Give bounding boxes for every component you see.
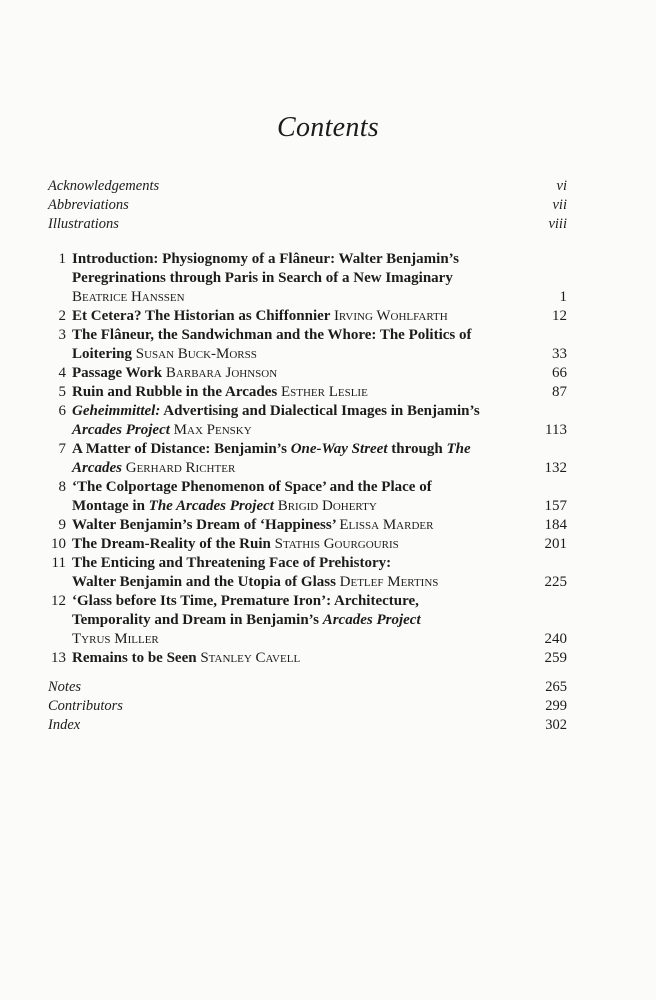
chapter-line <box>72 554 527 573</box>
chapter-entry[interactable] <box>48 478 567 516</box>
chapter-title-text: The Arcades Project <box>148 498 274 514</box>
chapter-author: Stanley Cavell <box>200 650 301 666</box>
chapter-number: 8 <box>58 479 66 495</box>
page-number: 240 <box>544 631 567 647</box>
page-number: vi <box>556 178 567 194</box>
chapter-line <box>72 649 527 668</box>
chapter-line <box>72 592 527 611</box>
back-matter-list <box>48 678 567 735</box>
page-title: Contents <box>277 112 379 143</box>
chapter-number: 11 <box>51 555 66 571</box>
toc-entry[interactable] <box>48 196 567 215</box>
chapter-line <box>72 630 527 649</box>
toc-entry[interactable] <box>48 716 567 735</box>
chapter-number: 4 <box>58 365 66 381</box>
page-number: 33 <box>552 346 567 362</box>
chapter-entry[interactable] <box>48 250 567 307</box>
chapter-line <box>72 345 527 364</box>
chapter-entry[interactable] <box>48 554 567 592</box>
chapter-entry[interactable] <box>48 649 567 668</box>
page-number: 259 <box>544 650 567 666</box>
chapter-line <box>72 383 527 402</box>
chapter-entry[interactable] <box>48 535 567 554</box>
chapter-entry[interactable] <box>48 402 567 440</box>
chapter-title-text: Introduction: Physiognomy of a Flâneur: Walter Benjamin’s <box>72 251 459 267</box>
page-number: 87 <box>552 384 567 400</box>
chapter-title-text: Peregrinations through Paris in Search of a New Imaginary <box>72 270 453 286</box>
chapter-line <box>72 326 527 345</box>
chapter-author: Barbara Johnson <box>165 365 278 381</box>
chapter-title-text: ‘The Colportage Phenomenon of Space’ and the Place of <box>72 479 432 495</box>
chapter-author: Elissa Marder <box>339 517 434 533</box>
chapter-title-text: Arcades Project <box>72 422 170 438</box>
chapter-title-text: Advertising and Dialectical Images in Benjamin’s <box>160 403 480 419</box>
chapter-title-text: Ruin and Rubble in the Arcades <box>72 384 281 400</box>
chapter-line <box>72 497 527 516</box>
chapter-title-text: The Flâneur, the Sandwichman and the Whore: The Politics of <box>72 327 472 343</box>
page-number: 184 <box>544 517 567 533</box>
chapter-number: 1 <box>58 251 66 267</box>
toc-entry[interactable] <box>48 177 567 196</box>
chapter-entry[interactable] <box>48 440 567 478</box>
page-number: 12 <box>552 308 567 324</box>
chapter-title-text: ‘Glass before Its Time, Premature Iron’: Architecture, <box>72 593 419 609</box>
chapter-line <box>72 421 527 440</box>
chapter-line <box>72 535 527 554</box>
chapter-entry[interactable] <box>48 516 567 535</box>
chapter-title-text: Passage Work <box>72 365 166 381</box>
chapter-list <box>48 250 567 668</box>
chapter-line <box>72 269 527 288</box>
entry-label: Notes <box>48 679 82 695</box>
chapter-title-text: The <box>446 441 471 457</box>
entry-label: Acknowledgements <box>48 178 160 194</box>
entry-label: Illustrations <box>48 216 119 232</box>
toc-entry[interactable] <box>48 215 567 234</box>
chapter-author: Beatrice Hanssen <box>72 289 185 305</box>
chapter-title-text: Walter Benjamin and the Utopia of Glass <box>72 574 340 590</box>
page-number: viii <box>548 216 567 232</box>
page-number: 66 <box>552 365 567 381</box>
chapter-title-text: Montage in <box>72 498 149 514</box>
chapter-title-text: One-Way Street <box>290 441 388 457</box>
chapter-line <box>72 250 527 269</box>
page-number: 225 <box>544 574 567 590</box>
chapter-author: Detlef Mertins <box>339 574 439 590</box>
chapter-line <box>72 611 527 630</box>
chapter-author: Irving Wohlfarth <box>333 308 448 324</box>
page-number: 157 <box>544 498 567 514</box>
chapter-title-text: Walter Benjamin’s Dream of ‘Happiness’ <box>72 517 340 533</box>
chapter-entry[interactable] <box>48 364 567 383</box>
chapter-line <box>72 478 527 497</box>
chapter-number: 5 <box>58 384 66 400</box>
chapter-entry[interactable] <box>48 592 567 649</box>
chapter-line <box>72 307 527 326</box>
chapter-number: 6 <box>58 403 66 419</box>
chapter-title-text: Remains to be Seen <box>72 650 201 666</box>
page-number: 113 <box>545 422 567 438</box>
chapter-number: 9 <box>58 517 66 533</box>
chapter-line <box>72 364 527 383</box>
chapter-title-text: Loitering <box>72 346 136 362</box>
toc-entry[interactable] <box>48 697 567 716</box>
chapter-line <box>72 516 527 535</box>
chapter-entry[interactable] <box>48 383 567 402</box>
chapter-title-text: Et Cetera? The Historian as Chiffonnier <box>72 308 334 324</box>
toc-entry[interactable] <box>48 678 567 697</box>
chapter-author: Gerhard Richter <box>125 460 236 476</box>
chapter-line <box>72 440 527 459</box>
page-number: 299 <box>545 698 567 714</box>
chapter-line <box>72 288 527 307</box>
front-matter-list <box>48 177 567 234</box>
chapter-number: 12 <box>51 593 66 609</box>
chapter-author: Esther Leslie <box>280 384 368 400</box>
chapter-title-text: The Enticing and Threatening Face of Prehistory: <box>72 555 392 571</box>
chapter-title-text: Arcades Project <box>322 612 421 628</box>
chapter-entry[interactable] <box>48 326 567 364</box>
chapter-author: Susan Buck-Morss <box>135 346 257 362</box>
chapter-number: 13 <box>51 650 66 666</box>
entry-label: Index <box>48 717 81 733</box>
entry-label: Contributors <box>48 698 123 714</box>
chapter-line <box>72 402 527 421</box>
chapter-title-text: Arcades <box>72 460 122 476</box>
chapter-entry[interactable] <box>48 307 567 326</box>
chapter-number: 7 <box>58 441 66 457</box>
chapter-line <box>72 573 527 592</box>
chapter-title-text: Geheimmittel: <box>72 403 161 419</box>
chapter-author: Tyrus Miller <box>72 631 159 647</box>
chapter-author: Brigid Doherty <box>277 498 377 514</box>
chapter-number: 2 <box>58 308 66 324</box>
chapter-author: Stathis Gourgouris <box>274 536 399 552</box>
chapter-author: Max Pensky <box>173 422 252 438</box>
page-number: 1 <box>559 289 567 305</box>
chapter-title-text: A Matter of Distance: Benjamin’s <box>72 441 291 457</box>
entry-label: Abbreviations <box>48 197 129 213</box>
chapter-title-text: Temporality and Dream in Benjamin’s <box>72 612 323 628</box>
page-number: 302 <box>545 717 567 733</box>
page-number: 265 <box>545 679 567 695</box>
page-number: 201 <box>544 536 567 552</box>
chapter-title-text: The Dream-Reality of the Ruin <box>72 536 275 552</box>
page-number: 132 <box>544 460 567 476</box>
chapter-title-text: through <box>387 441 447 457</box>
chapter-line <box>72 459 527 478</box>
page-number: vii <box>552 197 567 213</box>
chapter-number: 10 <box>51 536 66 552</box>
chapter-number: 3 <box>58 327 66 343</box>
